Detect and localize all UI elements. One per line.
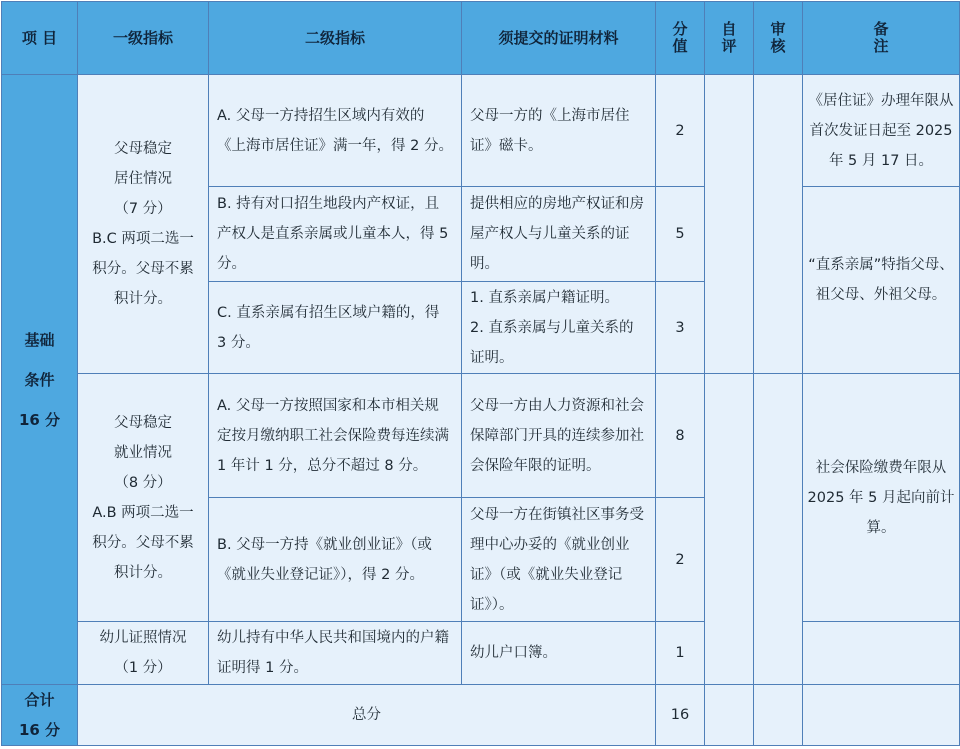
header-note: 备 注 bbox=[803, 2, 960, 75]
residence-level1: 父母稳定 居住情况 （7 分） B.C 两项二选一 积分。父母不累 积计分。 bbox=[78, 75, 209, 374]
residence-a-criterion: A. 父母一方持招生区域内有效的《上海市居住证》满一年，得 2 分。 bbox=[209, 75, 462, 187]
scoring-table bbox=[1, 1, 960, 746]
child-score: 1 bbox=[656, 622, 705, 685]
residence-c-materials: 1. 直系亲属户籍证明。 2. 直系亲属与儿童关系的证明。 bbox=[462, 282, 656, 374]
header-item: 项 目 bbox=[2, 2, 78, 75]
residence-b-materials: 提供相应的房地产权证和房屋产权人与儿童关系的证明。 bbox=[462, 187, 656, 282]
child-level1: 幼儿证照情况 （1 分） bbox=[78, 622, 209, 685]
header-level1: 一级指标 bbox=[78, 2, 209, 75]
total-self-eval[interactable] bbox=[705, 685, 754, 746]
total-score: 16 bbox=[656, 685, 705, 746]
employment-b-score: 2 bbox=[656, 498, 705, 622]
residence-self-eval[interactable] bbox=[705, 75, 754, 374]
employment-b-materials: 父母一方在街镇社区事务受理中心办妥的《就业创业证》（或《就业失业登记证》）。 bbox=[462, 498, 656, 622]
residence-a-score: 2 bbox=[656, 75, 705, 187]
residence-review[interactable] bbox=[754, 75, 803, 374]
header-materials: 须提交的证明材料 bbox=[462, 2, 656, 75]
employment-self-eval[interactable] bbox=[705, 374, 754, 685]
residence-b-score: 5 bbox=[656, 187, 705, 282]
residence-b-criterion: B. 持有对口招生地段内产权证，且产权人是直系亲属或儿童本人，得 5 分。 bbox=[209, 187, 462, 282]
header-level2: 二级指标 bbox=[209, 2, 462, 75]
employment-a-criterion: A. 父母一方按照国家和本市相关规定按月缴纳职工社会保险费每连续满 1 年计 1 分，总分不超过 8 分。 bbox=[209, 374, 462, 498]
residence-bc-note: “直系亲属”特指父母、祖父母、外祖父母。 bbox=[803, 187, 960, 374]
child-criterion: 幼儿持有中华人民共和国境内的户籍证明得 1 分。 bbox=[209, 622, 462, 685]
total-item: 合计 16 分 bbox=[2, 685, 78, 746]
residence-c-score: 3 bbox=[656, 282, 705, 374]
header-score: 分 值 bbox=[656, 2, 705, 75]
header-self-eval: 自 评 bbox=[705, 2, 754, 75]
header-row bbox=[2, 2, 960, 75]
child-note bbox=[803, 622, 960, 685]
employment-note: 社会保险缴费年限从 2025 年 5 月起向前计算。 bbox=[803, 374, 960, 622]
total-note bbox=[803, 685, 960, 746]
residence-a-materials: 父母一方的《上海市居住证》磁卡。 bbox=[462, 75, 656, 187]
total-row bbox=[2, 685, 960, 746]
total-review[interactable] bbox=[754, 685, 803, 746]
employment-row-a bbox=[2, 374, 960, 498]
employment-b-criterion: B. 父母一方持《就业创业证》（或《就业失业登记证》），得 2 分。 bbox=[209, 498, 462, 622]
employment-a-score: 8 bbox=[656, 374, 705, 498]
employment-level1: 父母稳定 就业情况 （8 分） A.B 两项二选一 积分。父母不累 积计分。 bbox=[78, 374, 209, 622]
basic-conditions-cell: 基础 条件 16 分 bbox=[2, 75, 78, 685]
residence-a-note: 《居住证》办理年限从首次发证日起至 2025 年 5 月 17 日。 bbox=[803, 75, 960, 187]
employment-a-materials: 父母一方由人力资源和社会保障部门开具的连续参加社会保险年限的证明。 bbox=[462, 374, 656, 498]
header-review: 审 核 bbox=[754, 2, 803, 75]
child-materials: 幼儿户口簿。 bbox=[462, 622, 656, 685]
total-label: 总分 bbox=[78, 685, 656, 746]
child-row bbox=[2, 622, 960, 685]
employment-review[interactable] bbox=[754, 374, 803, 685]
residence-row-a bbox=[2, 75, 960, 187]
residence-c-criterion: C. 直系亲属有招生区域户籍的，得 3 分。 bbox=[209, 282, 462, 374]
